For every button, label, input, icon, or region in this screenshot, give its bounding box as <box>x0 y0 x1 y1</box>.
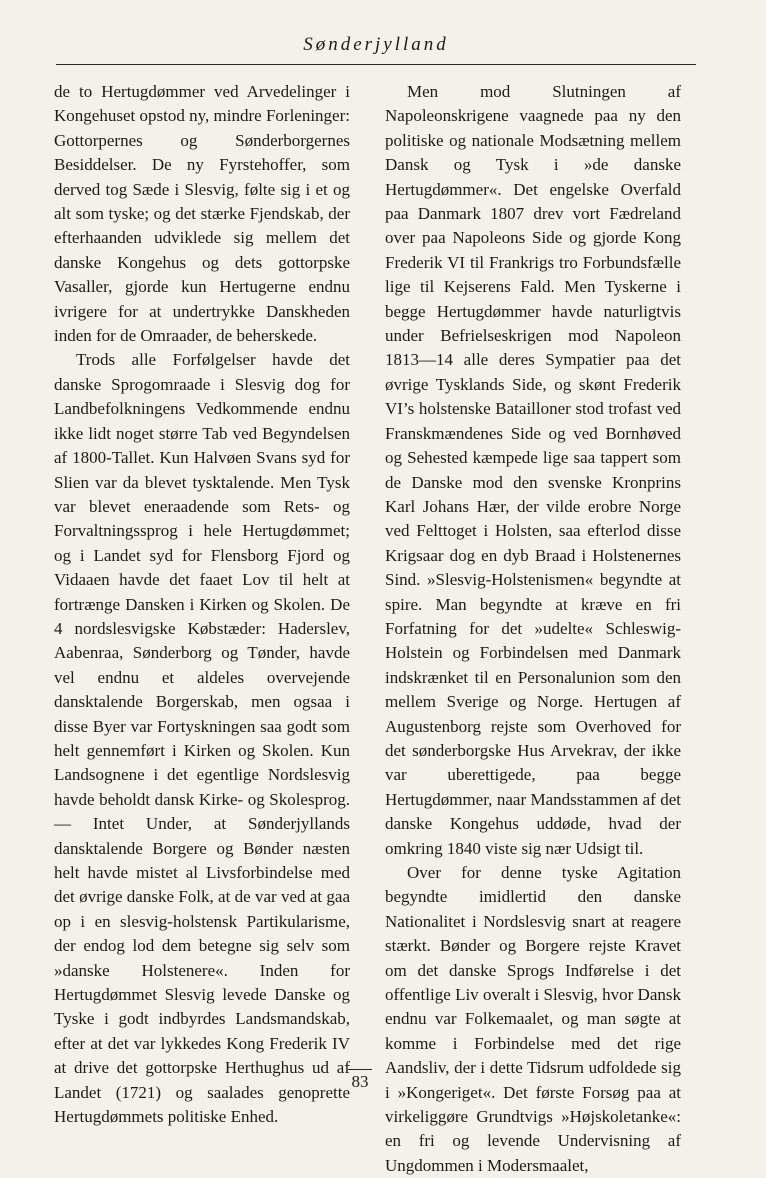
footer-divider <box>348 1069 372 1070</box>
paragraph: Men mod Slutningen af Napoleonskrigene vaagnede paa ny den politiske og nationale Modsætning mellem Dansk og Tysk i »de danske Hertugdømmer«. Det engelske Overfald paa Danmark 1807 drev vort Fædreland over paa Napoleons Side og gjorde Kong Frederik VI til Frankrigs tro Forbundsfælle lige til Kejserens Fald. Men Tyskerne i begge Hertugdømmer havde naturligtvis under Befrielseskrigen mod Napoleon 1813—14 alle deres Sympatier paa det øvrige Tysklands Side, og skønt Frederik VI’s holstenske Batailloner stod trofast ved Franskmændenes Side og ved Bornhøved og Sehested kæmpede lige saa tappert som de Danske mod den svenske Kronprins Karl Johans Hær, der vilde erobre Norge ved Felttoget i Holsten, saa efterlod disse Krigsaar dog en dyb Braad i Holstenernes Sind. »Slesvig-Holstenismen« begyndte at spire. Man begyndte at kræve en fri Forfatning for det »udelte« Schleswig-Holstein og Forbindelsen med Danmark indskrænket til en Personalunion som den mellem Sverige og Norge. Hertugen af Augustenborg rejste som Overhoved for det sønderborgske Hus Arvekrav, der ikke var uberettigede, paa begge Hertugdømmer, naar Mandsstammen af det danske Kongehus uddøde, hvad der omkring 1840 viste sig nær Udsigt til. <box>385 82 681 858</box>
left-column <box>54 80 350 1129</box>
page-number: 83 <box>351 1072 369 1091</box>
paragraph: de to Hertugdømmer ved Arvedelinger i Kongehuset opstod ny, mindre Forleninger: Gottorpernes og Sønderborgernes Besiddelser. De ny Fyrstehoffer, som derved tog Sæde i Slesvig, følte sig i et og alt som tyske; og det stærke Fjendskab, der efterhaanden udviklede sig mellem det danske Kongehus og dets gottorpske Vasaller, gjorde kun Hertugerne endnu ivrigere for at undertrykke Danskheden inden for de Omraader, de beherskede. <box>54 82 350 346</box>
paragraph: Trods alle Forfølgelser havde det danske Sprogomraade i Slesvig dog for Landbefolkningens Vedkommende endnu ikke lidt noget større Tab ved Begyndelsen af 1800-Tallet. Kun Halvøen Svans syd for Slien var da blevet tysktalende. Men Tysk var blevet eneraadende som Rets- og Forvaltningssprog i hele Hertugdømmet; og i Landet syd for Flensborg Fjord og Vidaaen havde det faaet Lov til helt at fortrænge Dansken i Kirken og Skolen. De 4 nordslesvigske Købstæder: Haderslev, Aabenraa, Sønderborg og Tønder, havde vel endnu et aldeles overvejende dansktalende Borgerskab, men ogsaa i disse Byer var Fortyskningen saa godt som helt gennemført i Kirken og Skolen. Kun Landsognene i det egentlige Nordslesvig havde beholdt dansk Kirke- og Skolesprog. — Intet Under, at Sønderjyllands dansktalende Borgere og Bønder næsten helt havde mistet al Livsforbindelse med det øvrige danske Folk, at de var ved at gaa op i en slesvig-holstensk Partikularisme, der endog lod dem betegne sig selv som »danske Holstenere«. Inden for Hertugdømmet Slesvig levede Danske og Tyske i godt indbyrdes Landsmandskab, efter at det var lykkedes Kong Frederik IV at drive det gottorpske Herthughus ud af Landet (1721) og saalades genoprette Hertugdømmets politiske Enhed. <box>54 350 350 1127</box>
right-column <box>385 80 681 1178</box>
page-title: Sønderjylland <box>303 34 449 55</box>
header-divider <box>56 64 696 65</box>
paragraph: Over for denne tyske Agitation begyndte imidlertid den danske Nationalitet i Nordslesvig snart at reagere stærkt. Bønder og Borgere rejste Kravet om det danske Sprogs Indførelse i det offentlige Liv overalt i Slesvig, hvor Dansk endnu var Folkemaalet, og man søgte at komme i Forbindelse med det rige Aandsliv, der i dette Tidsrum udfoldede sig i »Kongeriget«. Det første Forsøg paa at virkeliggøre Grundtvigs »Højskoletanke«: en fri og levende Undervisning af Ungdommen i Modersmaalet, <box>385 863 681 1175</box>
